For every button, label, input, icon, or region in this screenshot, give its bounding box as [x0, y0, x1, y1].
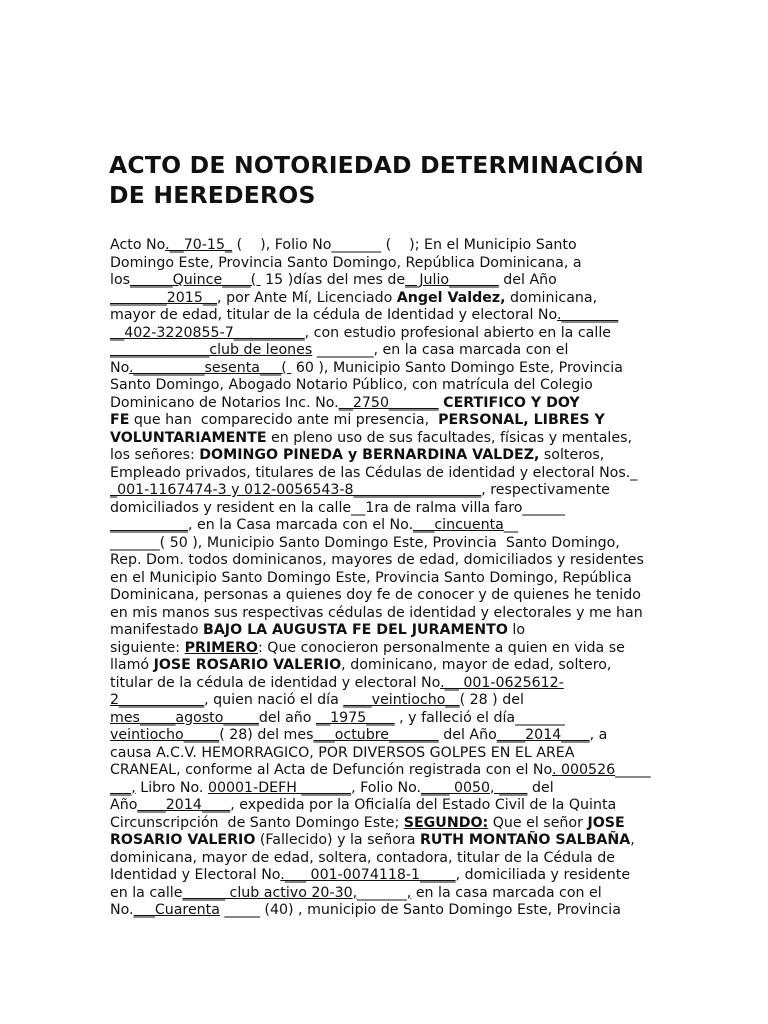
body-line — [110, 465, 670, 483]
body-line — [110, 885, 670, 903]
text-run: Que el señor — [488, 814, 588, 831]
text-run: __Julio_______ — [405, 272, 499, 288]
text-run: ( 28) del mes — [219, 727, 314, 743]
text-run: ____2014____ — [137, 797, 231, 813]
text-run: FE — [110, 412, 130, 428]
text-run: mes_____agosto_____ — [110, 709, 259, 726]
text-run: titular de la cédula de identidad y electoral No — [110, 674, 441, 691]
text-run: siguiente: — [110, 639, 185, 656]
text-run: ____ 0050, ____ — [421, 779, 528, 796]
text-run: JOSE — [587, 814, 625, 831]
text-run: __2750_______ — [338, 394, 439, 411]
text-run: los señores: — [110, 447, 200, 463]
text-run: Rep. Dom. todos dominicanos, mayores de edad, domiciliados y residentes — [110, 552, 644, 568]
text-run: Domingo Este, Provincia Santo Domingo, República Dominicana, a — [110, 254, 582, 271]
text-run: ___octubre_______ — [313, 727, 439, 743]
text-run: Libro No. — [135, 779, 208, 796]
text-run: domiciliados y resident en la calle__1ra de ralma villa faro______ — [110, 499, 565, 516]
text-run: , — [406, 884, 412, 901]
text-run: _____ — [615, 762, 651, 778]
text-run: ______Quince____( — [130, 272, 261, 288]
text-run: , y falleció el día_______ — [394, 709, 565, 726]
body-line — [110, 902, 670, 920]
text-run: Acto No — [110, 237, 166, 253]
text-run: _______ — [357, 884, 407, 901]
text-run: en el Municipio Santo Domingo Este, Provincia Santo Domingo, República — [110, 569, 632, 586]
text-run: Angel Valdez, — [396, 289, 506, 306]
body-line — [110, 797, 670, 815]
text-run: .___ 001-0074118-1_____ — [280, 867, 456, 883]
body-line — [110, 412, 670, 430]
text-run: ___cincuenta — [413, 517, 504, 533]
body-line — [110, 570, 670, 588]
text-run: No. — [110, 902, 134, 918]
body-line — [110, 272, 670, 290]
text-run: en la casa marcada con el — [411, 884, 602, 901]
body-line — [110, 360, 670, 378]
body-line — [110, 727, 670, 745]
text-run: llamó — [110, 657, 154, 673]
text-run: PERSONAL, LIBRES Y — [438, 412, 605, 428]
text-run: 15 )días del mes de — [260, 272, 406, 288]
document-title — [109, 150, 669, 210]
title-line: ACTO DE NOTORIEDAD DETERMINACIÓN — [109, 151, 645, 179]
text-run: Empleado privados, titulares de las Cédulas de identidad y electoral Nos._ — [110, 464, 638, 481]
text-run: ( 28 ) del — [459, 692, 524, 708]
document-body — [110, 237, 670, 920]
body-line — [110, 237, 670, 255]
text-run: __1975____ — [315, 709, 395, 726]
text-run: lo — [507, 622, 526, 638]
body-line — [110, 517, 670, 535]
text-run: causa A.C.V. HEMORRAGICO, POR DIVERSOS GOLPES EN EL AREA — [110, 744, 575, 761]
body-line — [110, 377, 670, 395]
text-run: ___________ — [110, 517, 189, 533]
text-run: 60 ), Municipio Santo Domingo Este, Provincia — [291, 359, 623, 376]
text-run: Santo Domingo, Abogado Notario Público, con matrícula del Colegio — [110, 377, 593, 393]
text-run: , con estudio profesional abierto en la calle — [304, 324, 611, 341]
text-run: solteros, — [539, 447, 605, 463]
body-line — [110, 850, 670, 868]
text-run: DOMINGO PINEDA y BERNARDINA VALDEZ, — [199, 447, 540, 463]
text-run: CERTIFICO Y DOY — [443, 394, 580, 411]
title-line: DE HEREDEROS — [109, 181, 316, 209]
text-run: mayor de edad, titular de la cédula de Identidad y electoral No — [110, 307, 557, 323]
text-run: Dominicana, personas a quienes doy fe de conocer y de quienes he tenido — [110, 587, 641, 603]
text-run: 00001-DEFH _______ — [207, 779, 352, 796]
text-run: del Año — [498, 272, 557, 288]
text-run: , a — [589, 727, 608, 743]
text-run: ____veintiocho__ — [343, 692, 460, 708]
text-run: que han comparecido ante mi presencia, — [129, 412, 439, 428]
body-line — [110, 745, 670, 763]
body-line — [110, 762, 670, 780]
text-run: , expedida por la Oficialía del Estado Civil de la Quinta — [230, 797, 617, 813]
text-run: __ — [503, 517, 519, 533]
text-run: , Folio No. — [351, 779, 422, 796]
body-line — [110, 587, 670, 605]
body-line — [110, 342, 670, 360]
text-run: , — [630, 832, 635, 848]
text-run: del — [527, 779, 554, 796]
text-run: en pleno uso de sus facultades, físicas y mentales, — [266, 429, 632, 446]
body-line — [110, 867, 670, 885]
text-run: los — [110, 272, 131, 288]
text-run: en mis manos sus respectivas cédulas de identidad y electorales y me han — [110, 604, 643, 621]
text-run: ___, — [110, 779, 136, 796]
text-run: del año — [258, 709, 316, 726]
body-line — [110, 815, 670, 833]
text-run: ___Cuarenta — [133, 902, 220, 918]
body-line — [110, 255, 670, 273]
text-run: _____ (40) , municipio de Santo Domingo Este, Provincia — [219, 902, 621, 918]
body-line — [110, 675, 670, 693]
text-run: ( ), Folio No_______ ( ); En el Municipio Santo — [232, 237, 577, 253]
text-run: PRIMERO — [184, 639, 258, 656]
text-run: .__ 001-0625612- — [440, 674, 564, 691]
text-run: dominicana, mayor de edad, soltera, contadora, titular de la Cédula de — [110, 849, 615, 866]
body-line — [110, 535, 670, 553]
text-run: manifestado — [110, 622, 204, 638]
text-run: 2____________ — [110, 692, 205, 708]
text-run: , en la Casa marcada con el No. — [188, 517, 414, 533]
body-line — [110, 552, 670, 570]
text-run: Año — [110, 797, 138, 813]
text-run: Circunscripción de Santo Domingo Este; — [110, 814, 404, 831]
text-run: (Fallecido) y la señora — [255, 832, 420, 848]
body-line — [110, 832, 670, 850]
text-run: No — [110, 359, 130, 376]
body-line — [110, 692, 670, 710]
body-line — [110, 325, 670, 343]
text-run: _______( 50 ), Municipio Santo Domingo Este, Provincia Santo Domingo, — [110, 534, 620, 551]
text-run: , respectivamente — [481, 482, 610, 498]
body-line — [110, 395, 670, 413]
body-line — [110, 500, 670, 518]
body-line — [110, 447, 670, 465]
text-run: , domiciliada y residente — [455, 867, 631, 883]
text-run: veintiocho_____ — [110, 727, 220, 743]
text-run: ________, en la casa marcada con el — [312, 342, 569, 358]
text-run: ____2014____ — [496, 727, 590, 743]
text-run: __402-3220855-7__________ — [110, 324, 305, 341]
text-run: ______ club activo 20-30, — [182, 884, 358, 901]
body-line — [110, 640, 670, 658]
text-run: , quien nació el día — [204, 692, 344, 708]
text-run: .__________sesenta___( — [129, 359, 292, 376]
text-run: en la calle — [110, 884, 183, 901]
body-line — [110, 307, 670, 325]
text-run: RUTH MONTAÑO SALBAÑA — [419, 832, 631, 848]
text-run: .__70-15_ — [165, 237, 233, 253]
text-run: del Año — [438, 727, 497, 743]
body-line — [110, 290, 670, 308]
text-run: ______________club de leones — [110, 342, 313, 358]
text-run: VOLUNTARIAMENTE — [110, 429, 267, 446]
text-run: Identidad y Electoral No — [110, 867, 281, 883]
text-run: Dominicano de Notarios Inc. No. — [110, 394, 339, 411]
body-line — [110, 482, 670, 500]
text-run: .________ — [556, 307, 619, 323]
text-run: BAJO LA AUGUSTA FE DEL JURAMENTO — [203, 622, 508, 638]
text-run: : Que conocieron personalmente a quien en vida se — [257, 639, 625, 656]
text-run: JOSE ROSARIO VALERIO — [153, 657, 342, 673]
body-line — [110, 657, 670, 675]
text-run: ROSARIO VALERIO — [110, 832, 256, 848]
text-run: , por Ante Mí, Licenciado — [217, 289, 397, 306]
body-line — [110, 430, 670, 448]
text-run: dominicana, — [505, 289, 598, 306]
text-run: SEGUNDO: — [403, 814, 489, 831]
body-line — [110, 710, 670, 728]
text-run: . 000526 — [551, 762, 616, 778]
body-line — [110, 622, 670, 640]
body-line — [110, 780, 670, 798]
text-run: , dominicano, mayor de edad, soltero, — [341, 657, 612, 673]
text-run: CRANEAL, conforme al Acta de Defunción registrada con el No — [110, 762, 552, 778]
body-line — [110, 605, 670, 623]
text-run: _001-1167474-3 y 012-0056543-8__________________ — [110, 482, 482, 498]
text-run: ________2015__ — [110, 289, 218, 306]
